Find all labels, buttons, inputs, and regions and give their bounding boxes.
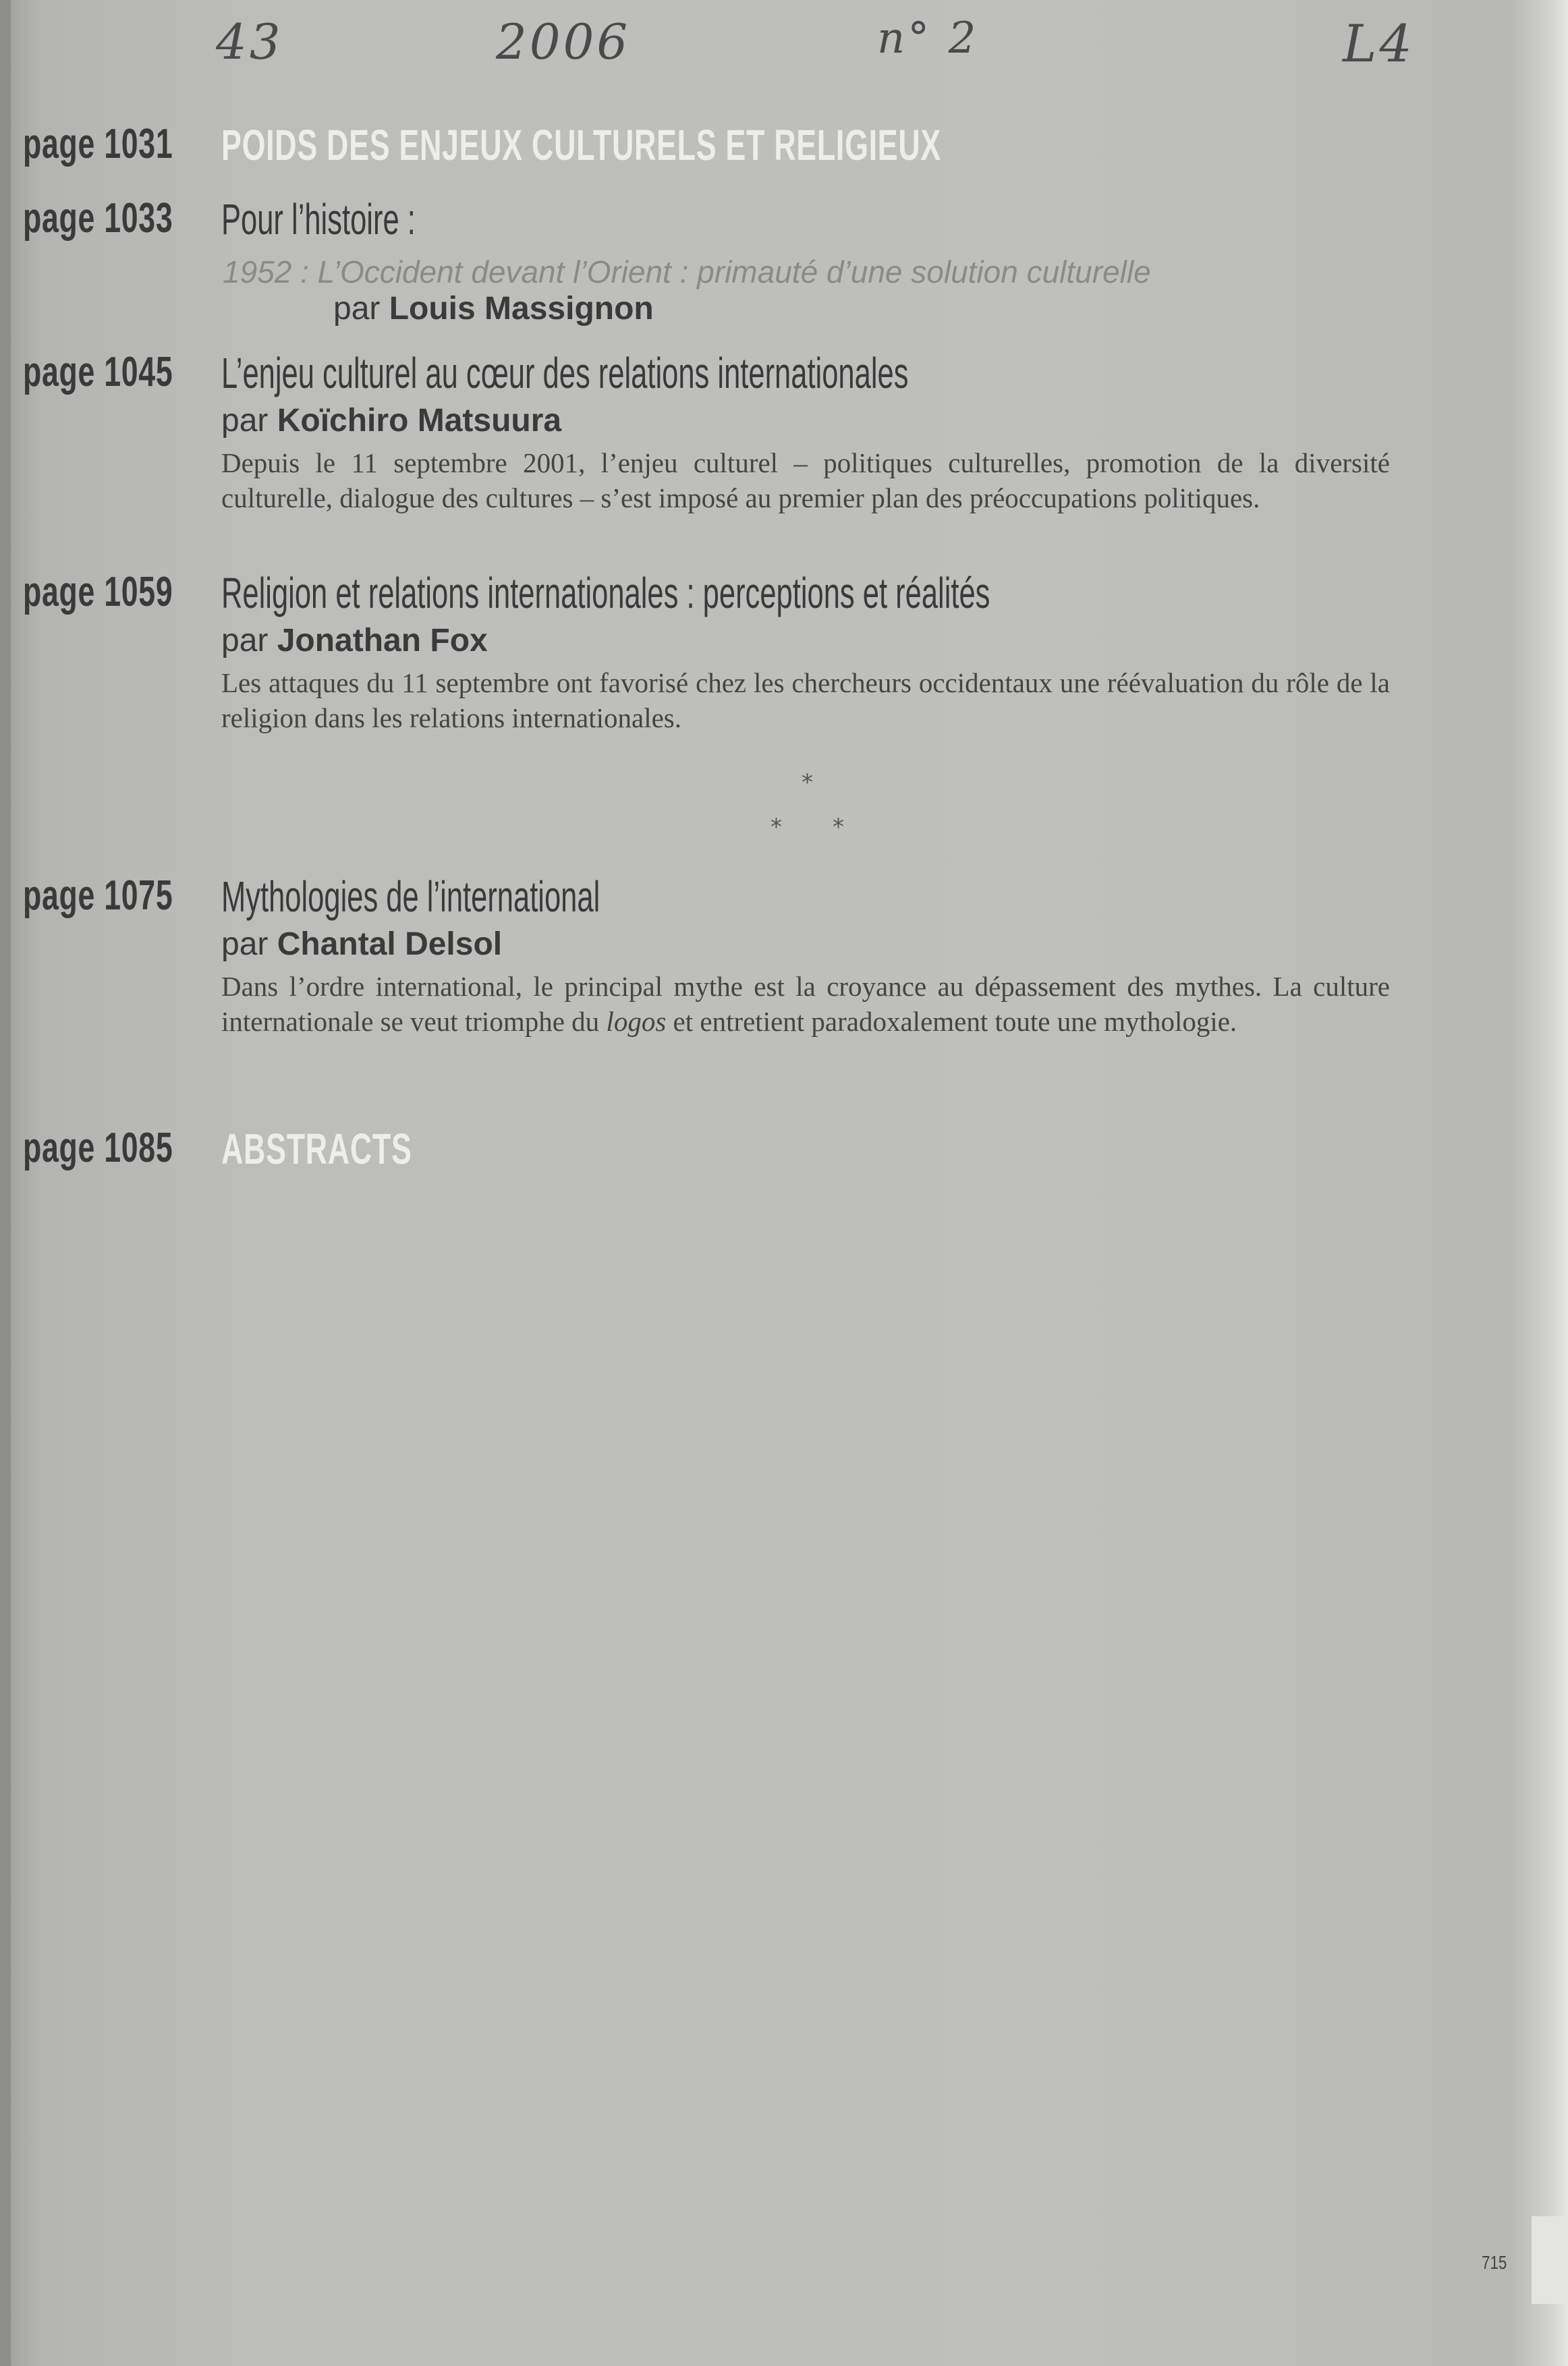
author-name: Louis Massignon — [389, 291, 654, 327]
page-tab — [1532, 2216, 1568, 2304]
byline-prefix: par — [221, 926, 269, 962]
toc-page-number: page 1075 — [23, 872, 173, 919]
asterism-star: * — [771, 814, 782, 841]
handwritten-note-issue: n° 2 — [877, 13, 979, 63]
abstract-text: Dans l’ordre international, le principal mythe est la croyance au dépassement des mythes. La culture internationale se veut triomphe du — [221, 971, 1390, 1037]
folio-page-number: 715 — [1482, 2252, 1507, 2273]
abstract-italic-term: logos — [606, 1006, 667, 1037]
handwritten-note-volume: 43 — [216, 13, 283, 70]
byline-prefix: par — [333, 291, 381, 327]
toc-page-number: page 1031 — [23, 121, 173, 167]
article-byline — [221, 926, 502, 963]
toc-page-number: page 1059 — [23, 569, 173, 615]
article-title: L’enjeu culturel au cœur des relations internationales — [221, 349, 909, 397]
section-title: ABSTRACTS — [221, 1125, 412, 1173]
author-name: Koïchiro Matsuura — [277, 403, 562, 439]
page-left-edge — [0, 0, 11, 2366]
article-abstract: Les attaques du 11 septembre ont favorisé chez les chercheurs occidentaux une réévaluation du rôle de la religion dans les relations internationales. — [221, 667, 1390, 733]
byline-prefix: par — [221, 403, 269, 439]
article-byline — [221, 402, 561, 439]
handwritten-note-year: 2006 — [496, 13, 631, 70]
article-title: Pour l’histoire : — [221, 195, 416, 244]
byline-prefix: par — [221, 623, 269, 658]
article-title: Mythologies de l’international — [221, 872, 600, 921]
section-title: POIDS DES ENJEUX CULTURELS ET RELIGIEUX — [221, 121, 941, 169]
asterism-star: * — [802, 769, 813, 796]
author-name: Jonathan Fox — [277, 623, 488, 658]
article-abstract — [221, 969, 1390, 1039]
article-byline — [221, 622, 488, 659]
toc-page-number: page 1045 — [23, 349, 173, 395]
article-byline — [333, 290, 654, 327]
toc-page-number: page 1085 — [23, 1125, 173, 1171]
article-title: Religion et relations internationales : perceptions et réalités — [221, 569, 990, 617]
handwritten-note-shelf: L4 — [1343, 13, 1415, 74]
article-subtitle: 1952 : L’Occident devant l’Orient : primauté d’une solution culturelle — [223, 254, 1151, 289]
author-name: Chantal Delsol — [277, 926, 503, 962]
toc-page-number: page 1033 — [23, 195, 173, 242]
abstract-text: et entretient paradoxalement toute une mythologie. — [666, 1006, 1237, 1037]
article-abstract: Depuis le 11 septembre 2001, l’enjeu culturel – politiques culturelles, promotion de la diversité culturelle, dialogue des cultures – s’est imposé au premier plan des préoccupations politiques. — [221, 447, 1390, 513]
asterism-star: * — [833, 814, 844, 841]
